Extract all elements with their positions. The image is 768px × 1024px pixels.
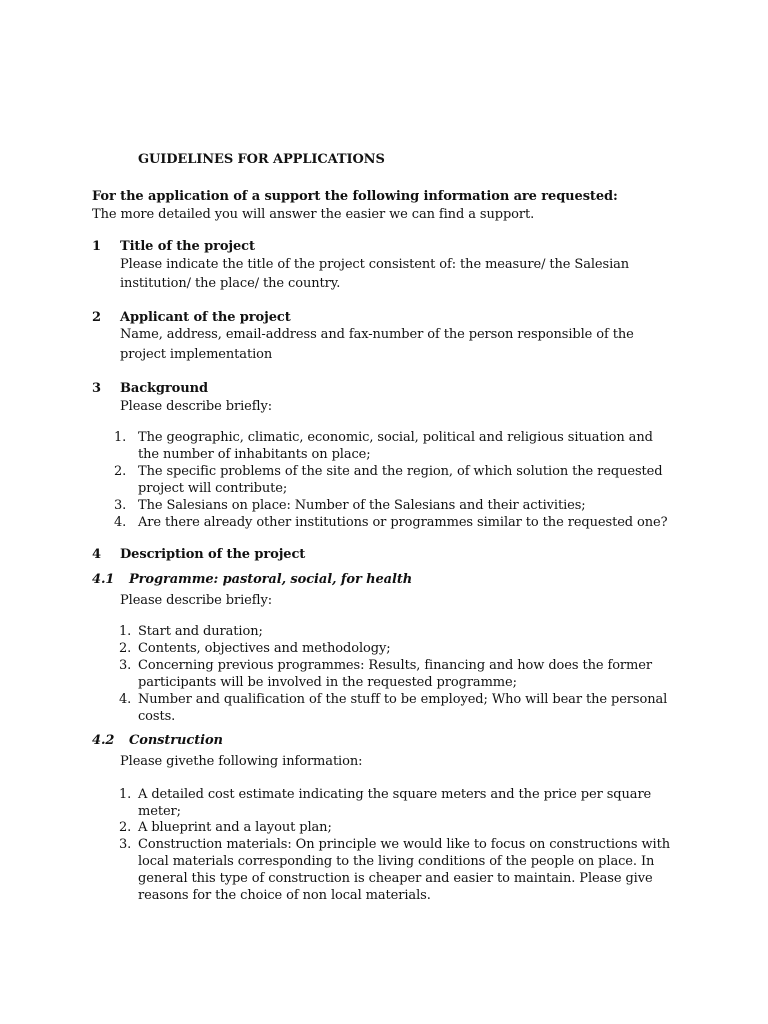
list-item: A blueprint and a layout plan;: [138, 820, 332, 835]
list-number: 3.: [114, 498, 127, 513]
section-1-line-1: Please indicate the title of the project consistent of: the measure/ the Salesian: [120, 257, 630, 272]
list-item: meter;: [138, 804, 181, 819]
page-title: GUIDELINES FOR APPLICATIONS: [138, 152, 385, 167]
list-item: the number of inhabitants on place;: [138, 447, 371, 462]
list-item: Are there already other institutions or programmes similar to the requested one?: [138, 515, 668, 530]
list-item: Start and duration;: [138, 624, 263, 639]
intro-text: The more detailed you will answer the easier we can find a support.: [92, 207, 535, 222]
list-item: Construction materials: On principle we would like to focus on constructions with: [138, 837, 670, 852]
section-4-number: 4: [92, 547, 101, 562]
list-item: Number and qualification of the stuff to be employed; Who will bear the personal: [138, 692, 668, 707]
list-item: reasons for the choice of non local materials.: [138, 888, 431, 903]
list-number: 2.: [119, 641, 132, 656]
list-number: 3.: [119, 658, 132, 673]
section-1-title: Title of the project: [120, 239, 255, 254]
section-3-number: 3: [92, 381, 101, 396]
list-item: The geographic, climatic, economic, social, political and religious situation and: [138, 430, 653, 445]
list-number: 1.: [119, 787, 132, 802]
intro-bold: For the application of a support the following information are requested:: [92, 189, 618, 204]
list-item: Contents, objectives and methodology;: [138, 641, 391, 656]
list-number: 2.: [119, 820, 132, 835]
section-1-number: 1: [92, 239, 101, 254]
list-item: participants will be involved in the requested programme;: [138, 675, 517, 690]
section-2-title: Applicant of the project: [120, 310, 291, 325]
list-number: 4.: [114, 515, 127, 530]
list-item: A detailed cost estimate indicating the square meters and the price per square: [138, 787, 652, 802]
section-3-intro: Please describe briefly:: [120, 399, 273, 414]
subsection-4-1-number: 4.1: [92, 572, 115, 587]
list-item: costs.: [138, 709, 176, 724]
list-number: 1.: [114, 430, 127, 445]
list-item: local materials corresponding to the living conditions of the people on place. In: [138, 854, 655, 869]
list-number: 4.: [119, 692, 132, 707]
list-item: The Salesians on place: Number of the Salesians and their activities;: [138, 498, 586, 513]
list-number: 3.: [119, 837, 132, 852]
section-4-title: Description of the project: [120, 547, 306, 562]
section-1-line-2: institution/ the place/ the country.: [120, 276, 341, 291]
section-2-line-1: Name, address, email-address and fax-number of the person responsible of the: [120, 327, 634, 342]
list-number: 2.: [114, 464, 127, 479]
list-number: 1.: [119, 624, 132, 639]
section-2-number: 2: [92, 310, 101, 325]
section-2-line-2: project implementation: [120, 347, 273, 362]
section-3-title: Background: [120, 381, 208, 396]
list-item: project will contribute;: [138, 481, 288, 496]
subsection-4-2-title: Construction: [129, 733, 223, 748]
list-item: The specific problems of the site and the region, of which solution the requested: [138, 464, 663, 479]
subsection-4-2-number: 4.2: [92, 733, 115, 748]
subsection-4-2-intro: Please givethe following information:: [120, 754, 363, 769]
list-item: Concerning previous programmes: Results, financing and how does the former: [138, 658, 652, 673]
subsection-4-1-intro: Please describe briefly:: [120, 593, 273, 608]
list-item: general this type of construction is cheaper and easier to maintain. Please give: [138, 871, 653, 886]
subsection-4-1-title: Programme: pastoral, social, for health: [129, 572, 413, 587]
